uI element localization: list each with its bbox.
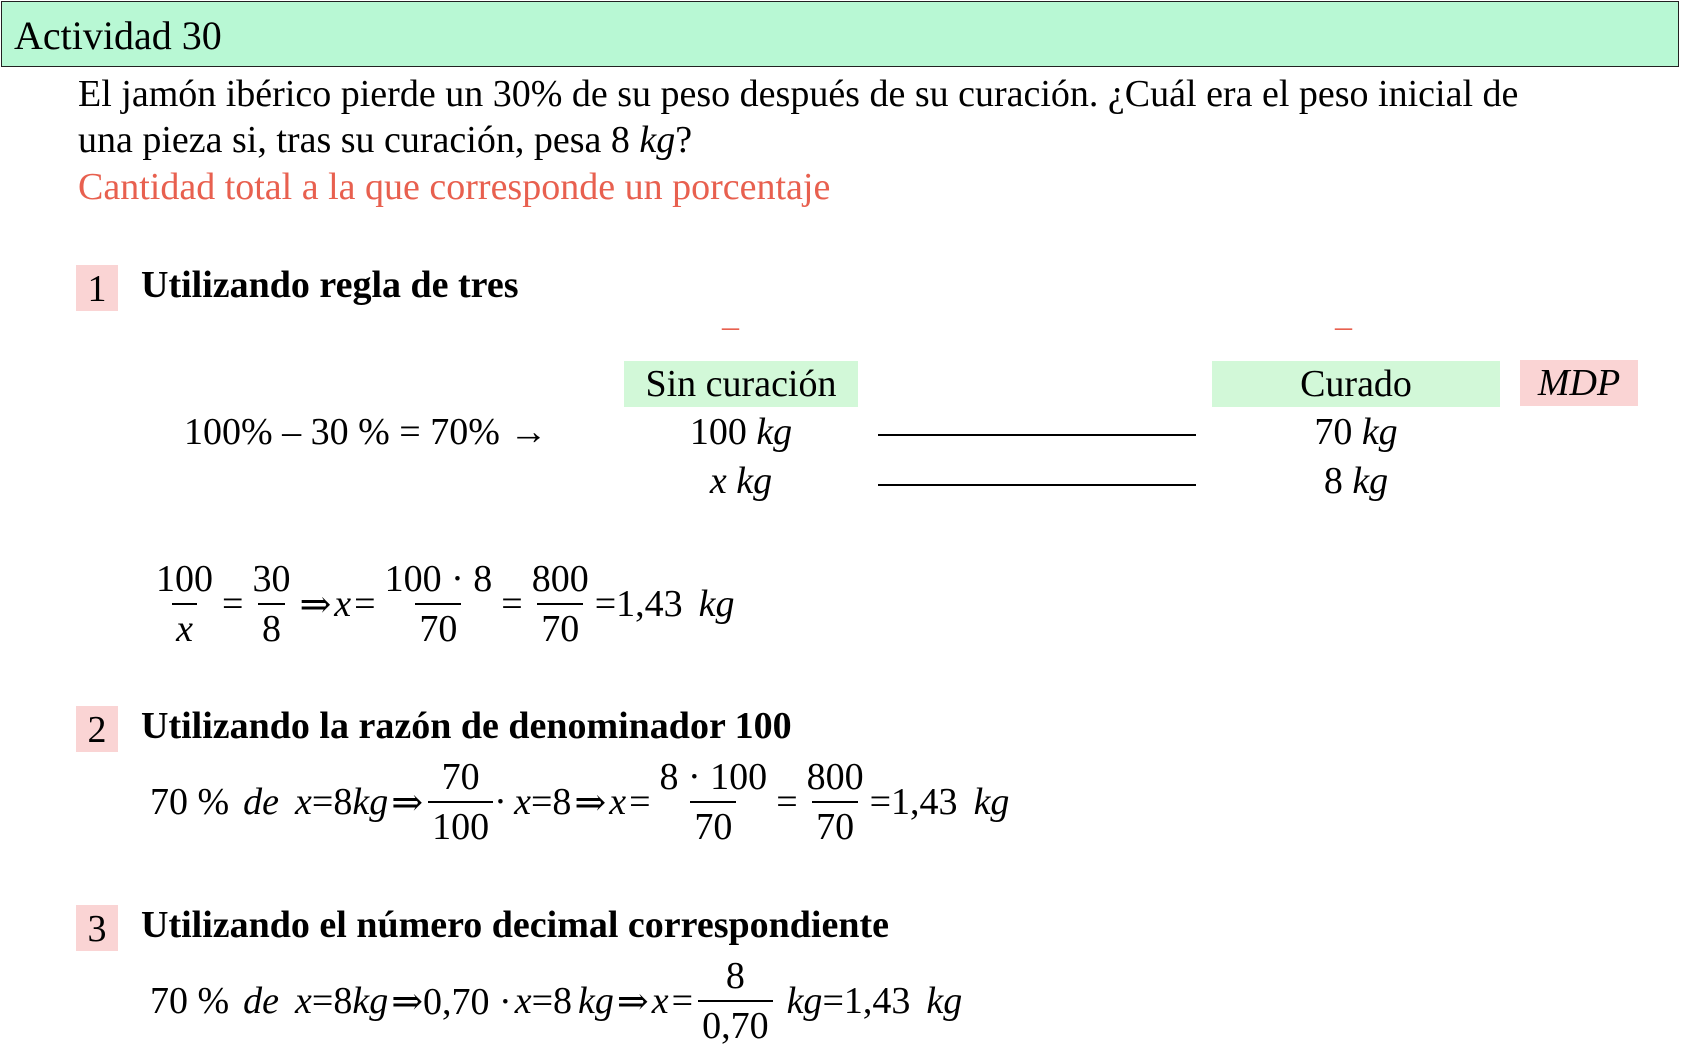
math-term: 8 (258, 603, 285, 651)
math-term: x (514, 980, 532, 1022)
math-term: 70 % (150, 980, 230, 1022)
math-term: = (354, 583, 376, 625)
math-term: = (222, 583, 244, 625)
math-term: kg (578, 980, 614, 1022)
math-term: kg (352, 980, 389, 1022)
table-cell: 8 kg (1323, 460, 1389, 502)
math-term: x (295, 980, 312, 1022)
math-term: =1,43 (869, 781, 958, 823)
math-term: = (629, 781, 651, 823)
section-number-badge: 3 (76, 905, 118, 951)
math-term: = (776, 781, 798, 823)
section-title: Utilizando la razón de denominador 100 (141, 705, 792, 747)
statement-line-1: El jamón ibérico pierde un 30% de su peso después de su curación. ¿Cuál era el peso inicial de (78, 73, 1519, 115)
column-marker-dash: – (722, 308, 739, 345)
equation-decimal (150, 954, 962, 1048)
math-term: 70 (690, 801, 736, 849)
fraction (528, 557, 593, 651)
fraction (698, 954, 773, 1048)
fraction (428, 755, 493, 849)
math-term: ⇒0,70 · (391, 980, 512, 1023)
math-term: x (609, 781, 627, 823)
section-number-badge: 2 (76, 706, 118, 752)
fraction (381, 557, 497, 651)
math-term: 70 (441, 756, 480, 798)
math-term: = (671, 980, 694, 1022)
equation-rule-of-three (150, 557, 735, 651)
math-term: ⇒ (299, 583, 332, 626)
math-term: 8 (725, 955, 745, 997)
math-term: 70 (812, 801, 858, 849)
fraction (152, 557, 217, 651)
math-term: =8 (311, 781, 353, 823)
math-term: 100 (428, 801, 493, 849)
section-number-badge: 1 (76, 265, 118, 311)
fraction (656, 755, 772, 849)
math-term: =8 (311, 980, 353, 1022)
math-term: ⇒ (391, 781, 424, 824)
math-term: 800 (806, 756, 864, 798)
math-term: 70 % (150, 781, 230, 823)
math-term: 70 (415, 603, 461, 651)
math-term: ⇒ (574, 781, 607, 824)
math-term: x (295, 781, 312, 823)
column-header-curado: Curado (1212, 361, 1500, 407)
math-term: kg (973, 781, 1010, 823)
math-term: =1,43 (822, 980, 911, 1022)
math-term: de (243, 980, 280, 1022)
math-term: 100 · 8 (384, 558, 493, 600)
mdp-tag: MDP (1520, 360, 1638, 406)
math-term: kg (698, 583, 735, 625)
activity-header (1, 1, 1679, 67)
math-term: de (243, 781, 280, 823)
math-term: kg (926, 980, 963, 1022)
percentage-subtraction: 100% – 30 % = 70% → (184, 411, 548, 453)
fraction (248, 557, 294, 651)
math-term: 70 (537, 603, 583, 651)
topic-subtitle: Cantidad total a la que corresponde un porcentaje (78, 166, 831, 208)
math-term: kg (786, 980, 823, 1022)
equation-ratio-100 (150, 755, 1009, 849)
math-term: =1,43 (594, 583, 683, 625)
statement-line-2: una pieza si, tras su curación, pesa 8 kg? (78, 119, 693, 161)
math-term: 0,70 (698, 1000, 773, 1048)
correspondence-line (878, 484, 1196, 486)
math-term: = (501, 583, 523, 625)
math-term: 8 · 100 (659, 756, 768, 798)
math-term: kg (352, 781, 389, 823)
math-term: 800 (531, 558, 589, 600)
activity-title: Actividad 30 (14, 13, 222, 58)
math-term: =8 (530, 781, 572, 823)
math-term: 100 (156, 558, 213, 600)
fraction (803, 755, 868, 849)
section-title: Utilizando regla de tres (141, 264, 519, 306)
math-term: x (651, 980, 669, 1022)
math-term: =8 (531, 980, 573, 1022)
column-header-sin-curacion: Sin curación (624, 361, 858, 407)
column-marker-dash: – (1335, 308, 1352, 345)
table-cell: 100 kg (689, 411, 793, 453)
math-term: · x (495, 781, 531, 823)
math-term: ⇒ (616, 980, 649, 1023)
table-cell: 70 kg (1314, 411, 1398, 453)
math-term: x (172, 603, 197, 651)
table-cell: x kg (709, 460, 773, 502)
math-term: x (334, 583, 352, 625)
math-term: 30 (252, 558, 291, 600)
correspondence-line (878, 434, 1196, 436)
section-title: Utilizando el número decimal correspondiente (141, 904, 889, 946)
